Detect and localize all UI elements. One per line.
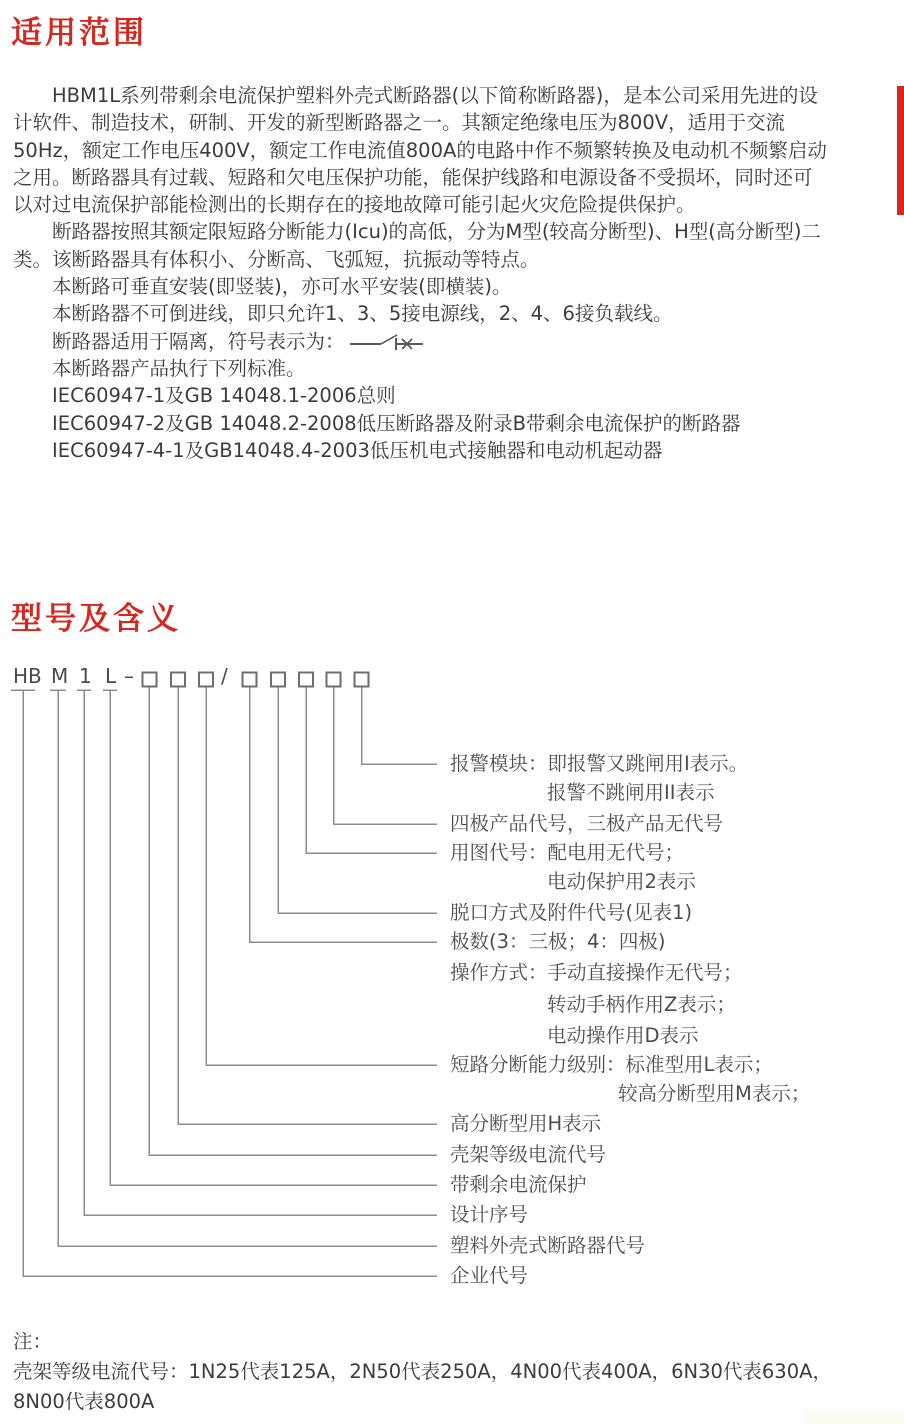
field-label-breaking-capacity-m: 较高分断型用M表示； — [618, 1082, 811, 1105]
field-label-alarm-module-cont: 报警不跳闸用II表示 — [547, 781, 715, 804]
field-label-poles: 极数(3：三极；4：四极) — [450, 930, 666, 953]
code-box — [299, 673, 313, 687]
intro-line: 本断路器产品执行下列标准。 — [52, 356, 306, 380]
intro-line: IEC60947-1及GB 14048.1-2006总则 — [52, 384, 396, 408]
intro-line: IEC60947-2及GB 14048.2-2008低压断路器及附录B带剩余电流保护的断路器 — [52, 411, 741, 435]
field-label-operation-mode-d: 电动操作用D表示 — [547, 1024, 699, 1047]
intro-line: IEC60947-4-1及GB14048.4-2003低压机电式接触器和电动机起动器 — [52, 438, 663, 462]
intro-line: 类。该断路器具有体积小、分断高、飞弧短，抗振动等特点。 — [13, 247, 540, 271]
field-label-operation-mode: 操作方式：手动直接操作无代号； — [450, 961, 743, 984]
model-code-hb: HB — [13, 664, 42, 688]
field-label-high-breaking-h: 高分断型用H表示 — [450, 1112, 602, 1135]
code-box — [171, 673, 185, 687]
field-label-trip-mode: 脱口方式及附件代号(见表1) — [450, 901, 693, 924]
model-code-m: M — [51, 664, 69, 688]
field-label-use-code: 用图代号：配电用无代号； — [450, 841, 685, 864]
model-code-1: 1 — [79, 664, 92, 688]
intro-line: HBM1L系列带剩余电流保护塑料外壳式断路器(以下简称断路器)，是本公司采用先进的设 — [52, 84, 818, 107]
field-label-operation-mode-z: 转动手柄作用Z表示； — [547, 993, 736, 1016]
field-label-use-code-cont: 电动保护用2表示 — [547, 870, 696, 893]
field-label-residual-current: 带剩余电流保护 — [450, 1173, 587, 1196]
field-label-mccb-code: 塑料外壳式断路器代号 — [450, 1234, 646, 1257]
scan-artifact — [804, 1410, 904, 1424]
field-label-four-pole-code: 四极产品代号，三极产品无代号 — [450, 812, 724, 835]
model-code-l: L — [105, 664, 117, 688]
field-label-breaking-capacity: 短路分断能力级别：标准型用L表示； — [450, 1053, 773, 1076]
section-title-scope: 适用范围 — [11, 15, 147, 51]
note-prefix: 注： — [13, 1330, 53, 1353]
intro-line: 本断路器不可倒进线，即只允许1、3、5接电源线，2、4、6接负载线。 — [52, 302, 673, 326]
intro-line: 断路器按照其额定限短路分断能力(Icu)的高低，分为M型(较高分断型)、H型(高分断型)二 — [52, 220, 821, 244]
code-box — [243, 673, 257, 687]
code-box — [327, 673, 341, 687]
code-box — [271, 673, 285, 687]
intro-line-text: 断路器适用于隔离，符号表示为： — [52, 329, 345, 353]
intro-line: 本断路可垂直安装(即竖装)，亦可水平安装(即横装)。 — [52, 275, 512, 299]
code-box — [355, 673, 369, 687]
section-title-model-meaning: 型号及含义 — [11, 601, 181, 637]
code-box — [143, 673, 157, 687]
field-label-design-serial: 设计序号 — [450, 1203, 529, 1226]
field-label-alarm-module: 报警模块：即报警又跳闸用I表示。 — [450, 752, 749, 775]
intro-line: 以对过电流保护部能检测出的长期存在的接地故障可能引起火灾危险提供保护。 — [13, 193, 696, 217]
intro-line: 计软件、制造技术，研制、开发的新型断路器之一。其额定绝缘电压为800V，适用于交流 — [13, 111, 786, 135]
note-line: 8N00代表800A — [13, 1390, 155, 1413]
model-code-slash: / — [221, 664, 228, 688]
intro-line: 之用。断路器具有过载、短路和欠电压保护功能，能保护线路和电源设备不受损坏，同时还可 — [13, 165, 813, 189]
field-label-enterprise-code: 企业代号 — [450, 1264, 529, 1287]
model-code-dash: – — [124, 664, 134, 688]
note-line: 壳架等级电流代号：1N25代表125A，2N50代表250A，4N00代表400A，6N30代表630A， — [13, 1360, 832, 1383]
field-label-frame-current-code: 壳架等级电流代号 — [450, 1143, 607, 1166]
code-box — [199, 673, 213, 687]
intro-line: 50Hz，额定工作电压400V，额定工作电流值800A的电路中作不频繁转换及电动机不频繁启动 — [13, 138, 827, 162]
